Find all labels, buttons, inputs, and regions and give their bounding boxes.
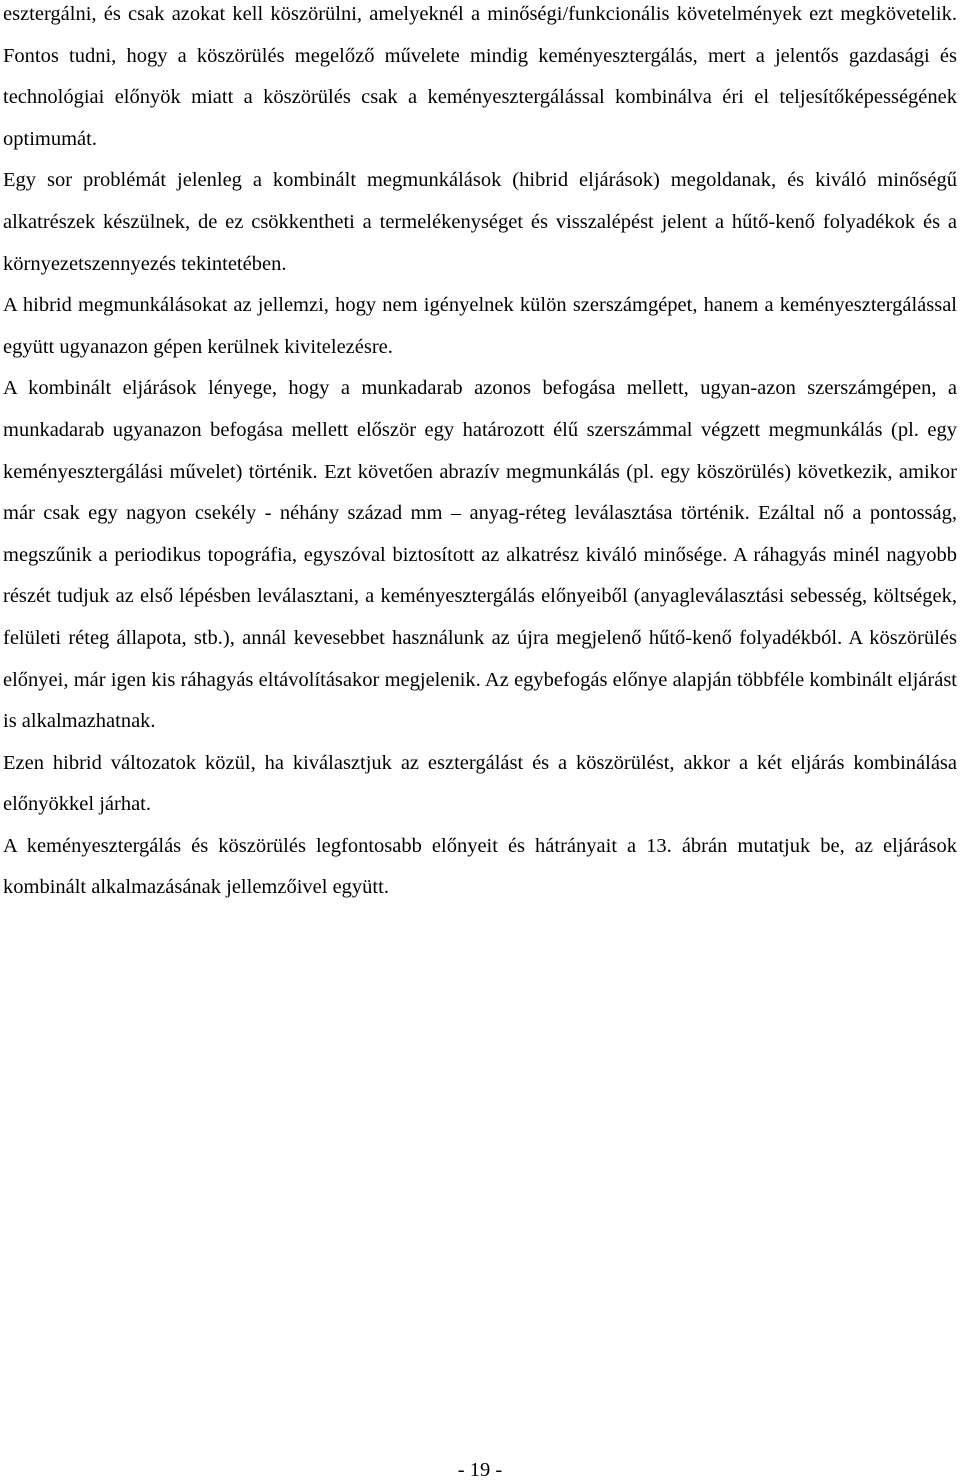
- paragraph-3: A hibrid megmunkálásokat az jellemzi, hogy nem igényelnek külön szerszámgépet, hanem a keményesztergálással együtt ugyanazon gépen kerülnek kivitelezésre.: [3, 294, 957, 358]
- body-text: [3, 0, 957, 909]
- paragraph-1: esztergálni, és csak azokat kell köszörülni, amelyeknél a minőségi/funkcionális követelmények ezt megkövetelik. Fontos tudni, hogy a köszörülés megelőző művelete mindig keményesztergálás, mert a jelentős gazdasági és technológiai előnyök miatt a köszörülés csak a keményesztergálással kombinálva éri el teljesítőképességének optimumát.: [3, 3, 957, 150]
- paragraph-2: Egy sor problémát jelenleg a kombinált megmunkálások (hibrid eljárások) megoldanak, és kiváló minőségű alkatrészek készülnek, de ez csökkentheti a termelékenységet és visszalépést jelent a hűtő-kenő folyadékok és a környezetszennyezés tekintetében.: [3, 169, 957, 275]
- paragraph-5: Ezen hibrid változatok közül, ha kiválasztjuk az esztergálást és a köszörülést, akkor a két eljárás kombinálása előnyökkel járhat.: [3, 751, 957, 816]
- paragraph-4: A kombinált eljárások lényege, hogy a munkadarab azonos befogása mellett, ugyan-azon szerszámgépen, a munkadarab ugyanazon befogása mellett először egy határozott élű szerszámmal végzett megmunkálás (pl. egy keményesztergálási művelet) történik. Ezt követően abrazív megmunkálás (pl. egy köszörülés) következik, amikor már csak egy nagyon csekély - néhány század mm – anyag-réteg leválasztása történik. Ezáltal nő a pontosság, megszűnik a periodikus topográfia, egyszóval biztosított az alkatrész kiváló minősége. A ráhagyás minél nagyobb részét tudjuk az első lépésben leválasztani, a keményesztergálás előnyeiből (anyagleválasztási sebesség, költségek, felületi réteg állapota, stb.), annál kevesebbet használunk az újra megjelenő hűtő-kenő folyadékból. A köszörülés előnyei, már igen kis ráhagyás eltávolításakor megjelenik. Az egybefogás előnye alapján többféle kombinált eljárást is alkalmazhatnak.: [3, 377, 957, 733]
- page-number: - 19 -: [457, 1459, 503, 1481]
- paragraph-6: A keményesztergálás és köszörülés legfontosabb előnyeit és hátrányait a 13. ábrán mutatjuk be, az eljárások kombinált alkalmazásának jellemzőivel együtt.: [3, 834, 957, 899]
